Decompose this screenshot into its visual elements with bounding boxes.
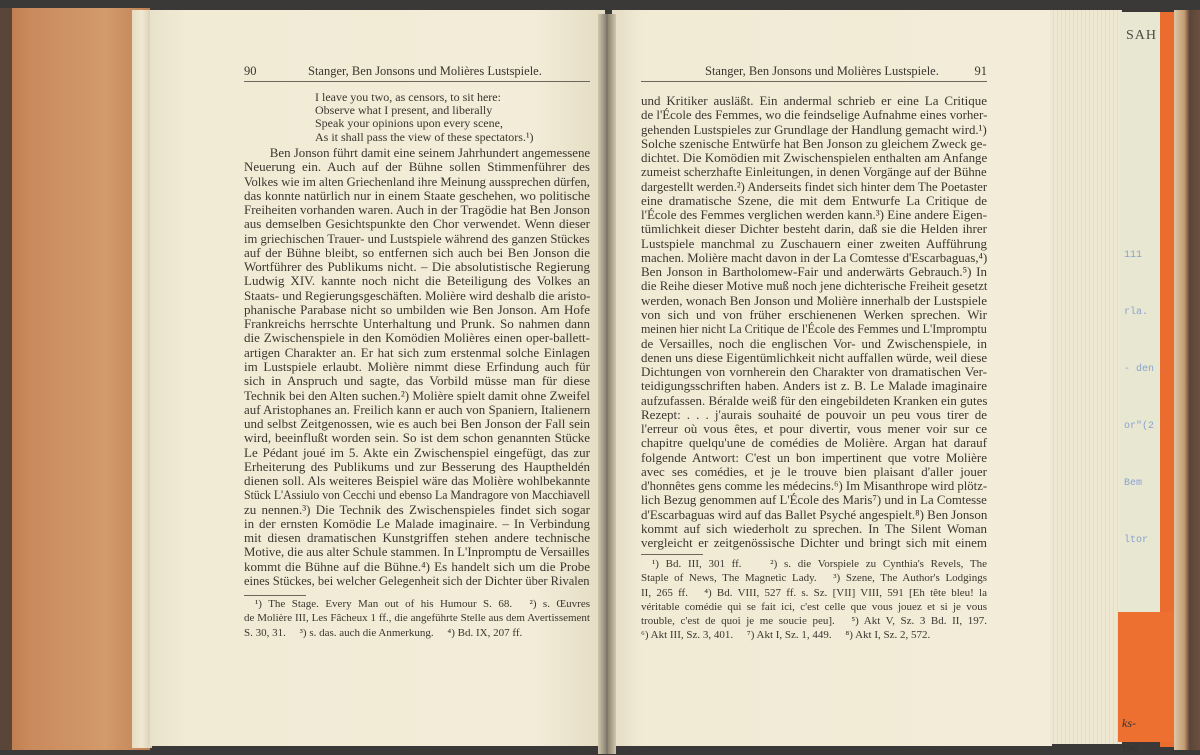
text-line: d'honnêtes gens comme les médecins.⁶) Im Misanthrope wird plötz- — [641, 478, 988, 494]
text-line: dargestellt werden.²) Anderseits findet sich hinter dem The Poetaster — [641, 178, 988, 194]
text-line: artigen Charakter an. Er hat sich zum erstenmal solche Einlagen — [244, 344, 590, 360]
slip-line: Bem — [1124, 478, 1143, 489]
text-line: dichtet. Die Komödien mit Zwischenspielen enthalten am Anfange — [641, 150, 988, 166]
tab-year: 190 — [1122, 744, 1137, 755]
text-line: Solche szenische Entwürfe hat Ben Jonson zu gleichem Zweck ge- — [641, 135, 987, 151]
text-line: chapitre quelqu'une de comédies de Molière. Argan hat darauf — [641, 435, 987, 451]
text-line: véritable comédie qui se fait ici, c'est celle que vous jouez et si je vous — [641, 600, 987, 613]
text-line: Lustspiele manchmal zu Zuschauern einer zweiten Aufführung — [641, 235, 987, 251]
text-line: werden, wonach Ben Jonson und Molière innerhalb der Lustspiele — [641, 292, 987, 308]
running-title: Stanger, Ben Jonsons und Molières Lustspiele. — [308, 64, 542, 78]
text-line: wird, beeinflußt worden sein. So ist dem schon genannten Stücke — [244, 430, 590, 446]
text-line: im griechischen Trauer- und Lustspiele während des ganzen Stückes — [244, 230, 590, 246]
text-line: folgende Antwort: C'est un bon impertinent que votre Molière — [641, 449, 987, 465]
text-line: die Zwischenspiele in den Komödien Molières einen oper-ballett- — [244, 330, 590, 346]
footnotes-left — [244, 597, 590, 640]
book-cover-left — [0, 8, 150, 750]
text-line: auf Aristophanes an. Freilich kann er auch von Spaniern, Italienern — [244, 401, 591, 417]
text-line: aufzufassen. Béralde weiß für den eingebildeten Kranken ein gutes — [641, 392, 988, 408]
text-line: ¹) Bd. III, 301 ff. ²) s. die Vorspiele zu Cynthia's Revels, The — [641, 558, 987, 570]
slip-line: or"(2 — [1124, 421, 1155, 432]
text-line: Stück L'Assiulo von Cecchi und ebenso La Mandragore von Macchiavell — [244, 487, 591, 503]
text-line: Dichtungen von vornherein den Charakter von dramatischen Ver- — [641, 364, 987, 380]
book-gutter — [598, 14, 616, 754]
text-line: denen uns diese Eigentümlichkeit nicht auffallen würde, weil diese — [641, 349, 988, 365]
cover-spine-edge — [0, 8, 12, 750]
text-line: gehenden Lustspieles zur Grundlage der Handlung gemacht wird.¹) — [641, 121, 987, 137]
running-head-left — [244, 64, 590, 82]
footnote-rule — [244, 595, 306, 596]
body-text-left — [244, 146, 590, 588]
text-line: eines Stückes, bei welcher Gelegenheit sich der Dichter über Rivalen — [244, 572, 590, 588]
text-line: Erheiterung des Publikums und zur Besserung des Hauptheldén — [244, 458, 590, 474]
text-line: Rezept: . . . j'aurais souhaité de pouvoir un peu vous tirer de — [641, 406, 987, 422]
text-line: tümlichkeit dieser Dichter besteht darin, daß sie die Helden ihrer — [641, 221, 987, 237]
text-line: sich in Anspruch und sagte, das Vorbild müsse man für diese — [244, 373, 590, 389]
page-edges-left — [132, 10, 152, 748]
text-line: mit diesen dramatischen Kunstgriffen stehen andere technische — [244, 530, 590, 546]
text-line: auf der Bühne bleibt, so entfernen sich auch bei Ben Jonson die — [244, 244, 590, 260]
text-line: Volkes wie im alten Griechenland ihre Meinung aussprechen dürfen, — [244, 173, 590, 189]
text-line: Wortführer des Publikums nicht. – Die absolutistische Regierung — [244, 259, 590, 275]
text-line: zu nennen.³) Die Technik des Zwischenspieles findet sich sogar — [244, 501, 590, 517]
text-line: Neuerung ein. Auch auf der Bühne sollen Stimmenführer des — [244, 159, 590, 175]
text-line: von sich und von früher erschienenen Werken sprechen. Wir — [641, 306, 987, 322]
text-line: d'Escarbaguas wird auf das Ballet Psyché angespielt.⁸) Ben Jonson — [641, 506, 988, 522]
text-line: Ben Jonson führt damit eine seinem Jahrhundert angemessene — [244, 145, 591, 160]
text-line: vergleicht er zeitgenössische Dichter und bringt sich mit einem — [641, 535, 987, 551]
text-line: in der ernsten Komödie Le Malade imaginaire. – In Verbindung — [244, 515, 590, 531]
slip-line: - den — [1124, 364, 1155, 375]
text-line: das konnte natürlich nur in einem Staate geschehen, wo politische — [244, 187, 590, 203]
text-line: aus demselben Gesichtspunkte den Chor verwendet. Wenn dieser — [244, 216, 590, 232]
text-line: meinen hier nicht La Critique de l'École des Femmes und L'Impromptu — [641, 321, 987, 337]
text-line: eine dramatische Szene, die mit dem Entwurfe La Critique de — [641, 192, 987, 208]
slip-label: SAH — [1126, 28, 1158, 43]
book-cover-right — [1174, 10, 1200, 750]
text-line: de l'École des Femmes, wo die feindselige Aufnahme eines vorher- — [641, 107, 988, 123]
text-line: S. 30, 31. ³) s. das. auch die Anmerkung. ⁴) Bd. IX, 207 ff. — [244, 626, 523, 639]
text-line: de Versailles, noch die englischen Vor- und Zwischenspiele, in — [641, 335, 987, 351]
text-line: kommt die Bühne auf die Bühne.⁴) Es handelt sich um die Probe — [244, 558, 590, 574]
text-line: Motive, die aus alter Schule stammen. In L'Inpromptu de Versailles — [244, 544, 590, 560]
running-head-right — [641, 64, 987, 82]
text-line: und Kritiker ausläßt. Ein andermal schrieb er eine La Critique — [641, 93, 987, 108]
text-line: dienen soll. Als weiteres Beispiel wäre das Molière wohlbekannte — [244, 473, 590, 489]
text-line: I leave you two, as censors, to sit here: — [315, 90, 501, 104]
text-line: zumeist scherzhafte Einleitungen, in denen Vorgänge auf der Bühne — [641, 164, 987, 180]
text-line: kommt auf sich wiederholt zu sprechen. In The Silent Woman — [641, 520, 987, 536]
text-line: Staple of News, The Magnetic Lady. ³) Szene, The Author's Lodgings — [641, 572, 987, 585]
text-line: lich Bezug genommen auf L'École des Maris⁷) und in La Comtesse — [641, 492, 987, 508]
slip-line: 111 — [1124, 250, 1143, 261]
text-line: im Lustspiele erlaubt. Molière nimmt diese Erfindung auch für — [244, 358, 590, 374]
text-line: II, 265 ff. ⁴) Bd. VIII, 527 ff. s. Sz. [VII] VIII, 591 [Eh tête bleu! la — [641, 586, 987, 599]
page-edges-right — [1050, 10, 1122, 744]
text-line: l'erreur où vous êtes, et pour divertir, vous mener voir sur ce — [641, 421, 987, 437]
footnote-rule — [641, 554, 703, 555]
text-line: teidigungsschriften haben. Anders ist z. B. Le Malade imaginaire — [641, 378, 987, 394]
text-line: Staats- und Regierungsgeschäften. Molière wird deshalb die aristo- — [244, 287, 591, 303]
text-line: Freiheiten vorhanden waren. Auch in der Tragödie hat Ben Jonson — [244, 202, 590, 218]
text-line: Speak your opinions upon every scene, — [315, 116, 503, 131]
text-line: Frankreichs herrschte Unterhaltung und Prunk. So nahmen dann — [244, 316, 590, 332]
text-line: avec ses comédies, et je le trouve bien plaisant d'aller jouer — [641, 463, 987, 479]
text-line: Technik bei den Alten suchen.²) Molière spielt damit ohne Zweifel — [244, 387, 590, 403]
text-line: und selbst Zeitgenossen, wie es auch bei Ben Jonson der Fall sein — [244, 416, 590, 432]
text-line: die Reihe dieser Motive muß noch jene dichterische Freiheit gesetzt — [641, 278, 988, 294]
text-line: Ben Jonson in Bartholomew-Fair und anderwärts Gebrauch.⁵) In — [641, 264, 987, 280]
tab-handwriting: ks- — [1122, 716, 1136, 730]
text-line: de Molière III, Les Fâcheux 1 ff., die angeführte Stelle aus dem Avertissement — [244, 612, 590, 625]
text-line: Le Pédant joué im 5. Akte ein Zwischenspiel eingefügt, das zur — [244, 444, 590, 460]
slip-line: rla. — [1124, 307, 1149, 318]
text-line: ⁶) Akt III, Sz. 3, 401. ⁷) Akt I, Sz. 1, 449. ⁸) Akt I, Sz. 2, 572. — [641, 629, 931, 642]
text-line: Ludwig XIV. kannte noch nicht die Beteiligung des Volkes an — [244, 273, 590, 289]
text-line: Observe what I present, and liberally — [315, 103, 493, 118]
text-line: machen. Molière macht davon in der La Comtesse d'Escarbaguas,⁴) — [641, 249, 988, 265]
text-line: trouble, c'est de quoi je me soucie peu]. ⁵) Akt V, Sz. 3 Bd. II, 197. — [641, 615, 987, 628]
text-line: As it shall pass the view of these spectators.¹) — [315, 129, 534, 144]
text-line: l'École des Femmes verglichen werden kann.³) Eine andere Eigen- — [641, 207, 987, 223]
body-text-right — [641, 94, 987, 551]
page-number: 90 — [244, 64, 257, 78]
page-number: 91 — [974, 64, 987, 78]
poem-quote — [315, 91, 534, 144]
running-title: Stanger, Ben Jonsons und Molières Lustspiele. — [705, 64, 939, 78]
text-line: ¹) The Stage. Every Man out of his Humour S. 68. ²) s. Œuvres — [244, 598, 590, 610]
footnotes-right — [641, 557, 987, 643]
slip-line: ltor — [1124, 535, 1149, 546]
slip-typed-text — [1124, 208, 1154, 569]
text-line: phanische Parabase nicht so umbilden wie Ben Jonson. Am Hofe — [244, 301, 590, 317]
